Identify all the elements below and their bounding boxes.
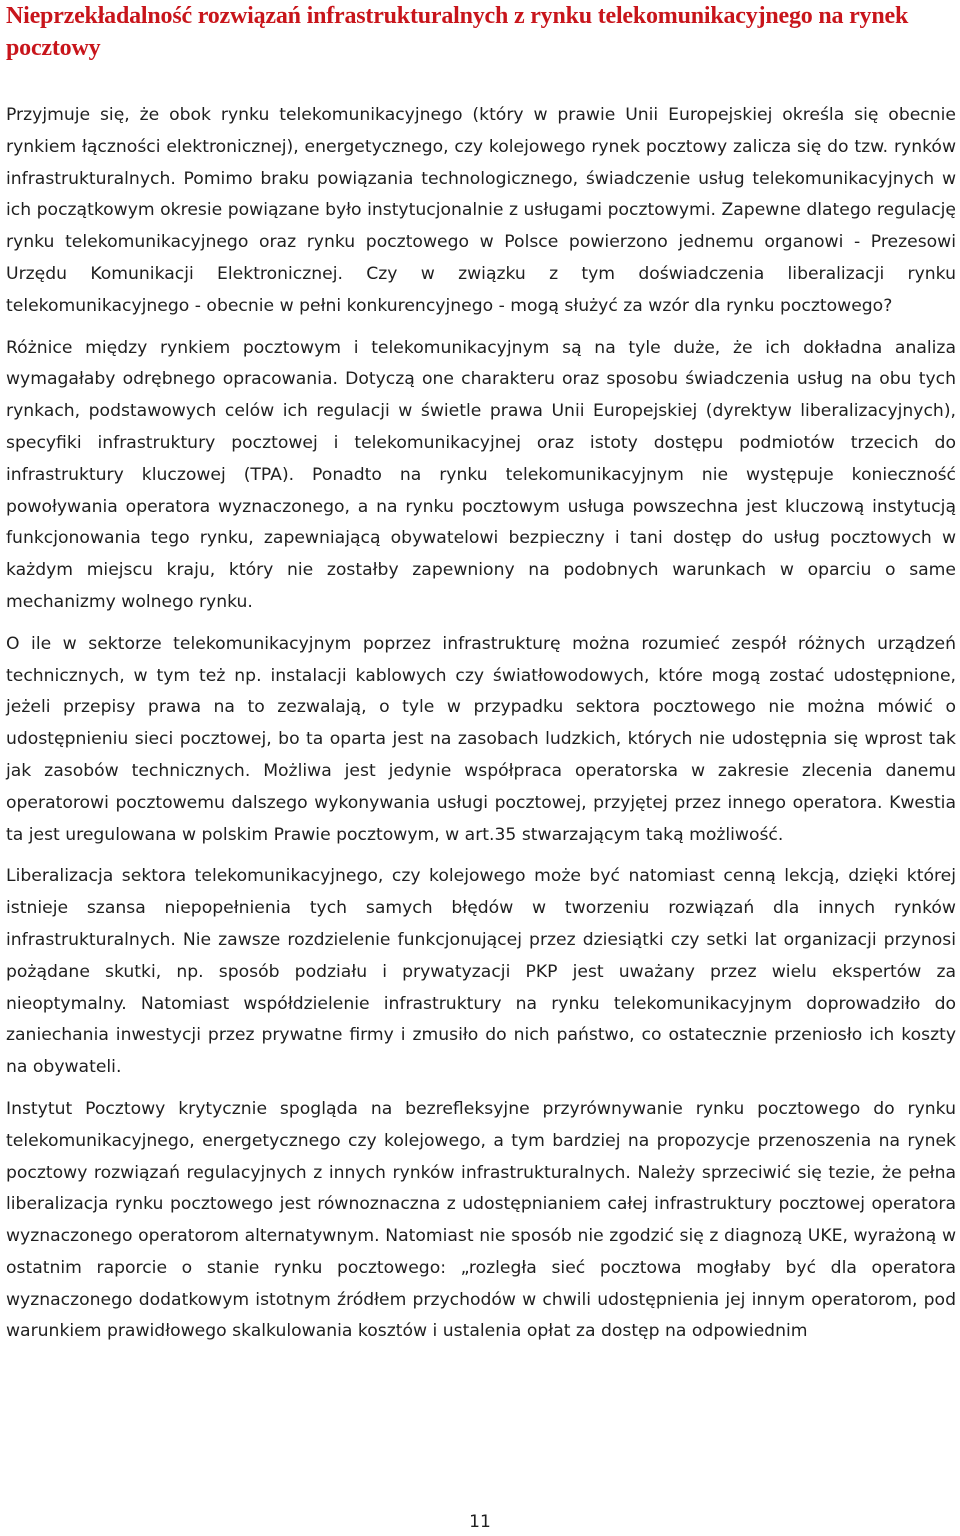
paragraph-1: Przyjmuje się, że obok rynku telekomunikacyjnego (który w prawie Unii Europejskiej określa się obecnie rynkiem łączności elektronicznej), energetycznego, czy kolejowego rynek pocztowy zalicza się do tzw. rynków infrastrukturalnych. Pomimo braku powiązania technologicznego, świadczenie usług telekomunikacyjnych w ich początkowym okresie powiązane było instytucjonalnie z usługami pocztowymi. Zapewne dlatego regulację rynku telekomunikacyjnego oraz rynku pocztowego w Polsce powierzono jednemu organowi - Prezesowi Urzędu Komunikacji Elektronicznej. Czy w związku z tym doświadczenia liberalizacji rynku telekomunikacyjnego - obecnie w pełni konkurencyjnego - mogą służyć za wzór dla rynku pocztowego? bbox=[6, 105, 956, 316]
section-heading: Nieprzekładalność rozwiązań infrastrukturalnych z rynku telekomunikacyjnego na rynek pocztowy bbox=[6, 3, 909, 61]
document-page bbox=[6, 0, 956, 1348]
paragraph-5: Instytut Pocztowy krytycznie spogląda na bezrefleksyjne przyrównywanie rynku pocztowego do rynku telekomunikacyjnego, energetycznego czy kolejowego, a tym bardziej na propozycje przenoszenia na rynek pocztowy rozwiązań regulacyjnych z innych rynków infrastrukturalnych. Należy sprzeciwić się tezie, że pełna liberalizacja rynku pocztowego jest równoznaczna z udostępnianiem całej infrastruktury pocztowej operatora wyznaczonego operatorom alternatywnym. Natomiast nie sposób nie zgodzić się z diagnozą UKE, wyrażoną w ostatnim raporcie o stanie rynku pocztowego: „rozległa sieć pocztowa mogłaby być dla operatora wyznaczonego dodatkowym istotnym źródłem przychodów w chwili udostępnienia jej innym operatorom, pod warunkiem prawidłowego skalkulowania kosztów i ustalenia opłat za dostęp na odpowiednim bbox=[6, 1098, 956, 1342]
paragraph-2: Różnice między rynkiem pocztowym i telekomunikacyjnym są na tyle duże, że ich dokładna analiza wymagałaby odrębnego opracowania. Dotyczą one charakteru oraz sposobu świadczenia usług na obu tych rynkach, podstawowych celów ich regulacji w świetle prawa Unii Europejskiej (dyrektyw liberalizacyjnych), specyfiki infrastruktury pocztowej i telekomunikacyjnej oraz istoty dostępu podmiotów trzecich do infrastruktury kluczowej (TPA). Ponadto na rynku telekomunikacyjnym nie występuje konieczność powoływania operatora wyznaczonego, a na rynku pocztowym usługa powszechna jest kluczową instytucją funkcjonowania tego rynku, zapewniającą obywatelowi bezpieczny i tani dostęp do usług pocztowych w każdym miejscu kraju, który nie zostałby zapewniony na podobnych warunkach w oparciu o same mechanizmy wolnego rynku. bbox=[6, 337, 956, 612]
page-number: 11 bbox=[469, 1512, 491, 1532]
paragraph-3: O ile w sektorze telekomunikacyjnym poprzez infrastrukturę można rozumieć zespół różnych urządzeń technicznych, w tym też np. instalacji kablowych czy światłowodowych, które mogą zostać udostępnione, jeżeli przepisy prawa na to zezwalają, o tyle w przypadku sektora pocztowego nie można mówić o udostępnieniu sieci pocztowej, bo ta oparta jest na zasobach ludzkich, których nie udostępnia się wprost tak jak zasobów technicznych. Możliwa jest jedynie współpraca operatorska w zakresie zlecenia danemu operatorowi pocztowemu dalszego wykonywania usługi pocztowej, przyjętej przez innego operatora. Kwestia ta jest uregulowana w polskim Prawie pocztowym, w art.35 stwarzającym taką możliwość. bbox=[6, 633, 956, 845]
paragraph-4: Liberalizacja sektora telekomunikacyjnego, czy kolejowego może być natomiast cenną lekcją, dzięki której istnieje szansa niepopełnienia tych samych błędów w tworzeniu rozwiązań dla innych rynków infrastrukturalnych. Nie zawsze rozdzielenie funkcjonującej przez dziesiątki czy setki lat organizacji przynosi pożądane skutki, np. sposób podziału i prywatyzacji PKP jest uważany przez wielu ekspertów za nieoptymalny. Natomiast współdzielenie infrastruktury na rynku telekomunikacyjnym doprowadziło do zaniechania inwestycji przez prywatne firmy i zmusiło do nich państwo, co ostatecznie przeniosło ich koszty na obywateli. bbox=[6, 866, 956, 1078]
